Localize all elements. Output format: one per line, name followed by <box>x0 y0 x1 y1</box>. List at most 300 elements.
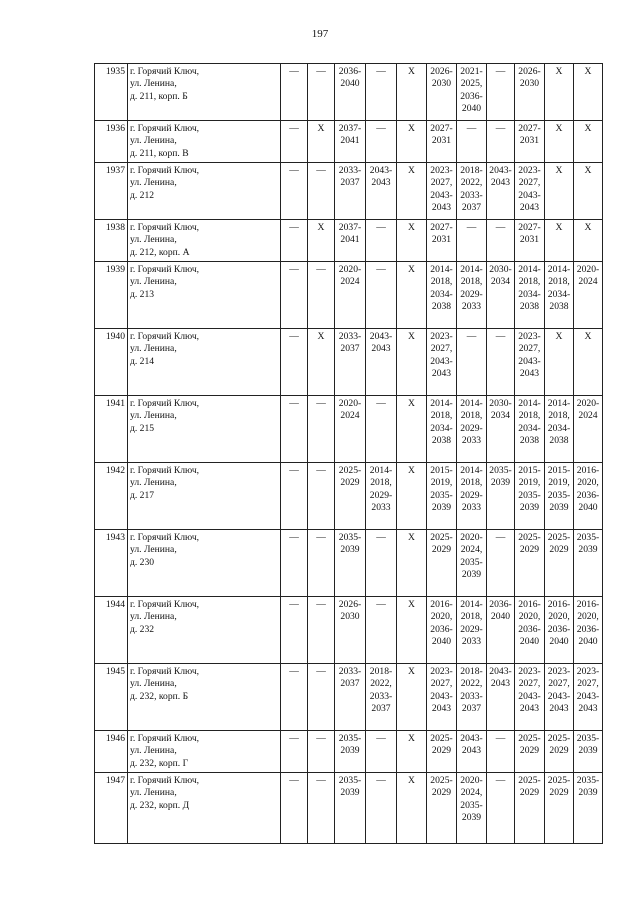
period-cell <box>457 163 487 220</box>
cell-line: 2043- <box>518 189 541 201</box>
table-row <box>95 463 603 530</box>
period-cell <box>335 773 366 844</box>
cell-line: 2023- <box>576 666 600 677</box>
cell-line: 2043 <box>371 177 391 189</box>
cell-line: — <box>316 599 326 610</box>
cell-line: 2043 <box>578 703 598 715</box>
period-cell <box>397 664 427 731</box>
cell-line: 2043- <box>369 165 393 176</box>
cell-line: X <box>408 465 415 476</box>
period-cell <box>515 64 545 121</box>
cell-line: 2019, <box>518 477 541 489</box>
cell-line: X <box>317 331 325 342</box>
address-line: г. Горячий Ключ, <box>130 331 200 342</box>
cell-line: 2029- <box>460 288 483 300</box>
address-line: д. 215 <box>130 422 155 434</box>
cell-line: 2018, <box>460 611 483 623</box>
period-cell <box>545 664 574 731</box>
cell-line: X <box>408 123 415 134</box>
period-cell <box>335 396 366 463</box>
address-line: г. Горячий Ключ, <box>130 66 200 77</box>
cell-line: 2035- <box>338 733 362 744</box>
period-cell <box>366 773 397 844</box>
address-line: ул. Ленина, <box>130 276 177 288</box>
cell-line: 2023- <box>518 331 541 342</box>
period-cell <box>545 220 574 262</box>
cell-line: 2026- <box>338 599 362 610</box>
cell-line: X <box>408 66 415 77</box>
table-row <box>95 163 603 220</box>
period-cell <box>457 64 487 121</box>
cell-line: 2037 <box>371 703 391 715</box>
cell-line: 2014- <box>430 264 453 275</box>
period-cell <box>574 262 603 329</box>
period-cell <box>457 329 487 396</box>
cell-line: — <box>289 66 299 77</box>
period-cell <box>515 121 545 163</box>
cell-line: 2029 <box>549 787 569 799</box>
address-line: г. Горячий Ключ, <box>130 264 200 275</box>
cell-line: — <box>289 331 299 342</box>
row-number: 1940 <box>95 329 128 396</box>
cell-line: 2020, <box>518 611 541 623</box>
cell-line: 2033 <box>461 502 482 514</box>
table-row <box>95 121 603 163</box>
cell-line: 2030 <box>340 611 360 623</box>
cell-line: 2039 <box>549 502 569 514</box>
cell-line: X <box>408 532 415 543</box>
row-number: 1937 <box>95 163 128 220</box>
cell-line: 2031 <box>431 234 452 246</box>
cell-line: 2034- <box>430 288 453 300</box>
period-cell <box>545 731 574 773</box>
period-cell <box>397 597 427 664</box>
cell-line: X <box>408 264 415 275</box>
cell-line: 2029 <box>431 745 452 757</box>
period-cell <box>515 731 545 773</box>
cell-line: 2038 <box>549 435 569 447</box>
address-line: д. 232, корп. Б <box>130 690 189 702</box>
cell-line: 2039 <box>578 544 598 556</box>
cell-line: 2030- <box>489 264 512 275</box>
period-cell <box>397 396 427 463</box>
period-cell <box>308 64 335 121</box>
cell-line: 2031 <box>431 135 452 147</box>
cell-line: — <box>316 264 326 275</box>
cell-line: 2035- <box>338 532 362 543</box>
period-cell <box>397 463 427 530</box>
period-cell <box>427 121 457 163</box>
row-number: 1947 <box>95 773 128 844</box>
address-line: г. Горячий Ключ, <box>130 733 200 744</box>
address-cell <box>128 597 281 664</box>
period-cell <box>427 262 457 329</box>
period-cell <box>366 530 397 597</box>
cell-line: — <box>316 165 326 176</box>
period-cell <box>457 731 487 773</box>
cell-line: 2020, <box>577 477 599 489</box>
period-cell <box>427 329 457 396</box>
cell-line: 2038 <box>519 435 540 447</box>
period-cell <box>281 396 308 463</box>
cell-line: — <box>495 532 506 543</box>
period-cell <box>457 773 487 844</box>
cell-line: — <box>316 66 326 77</box>
cell-line: 2039 <box>431 502 452 514</box>
period-cell <box>487 530 515 597</box>
row-number: 1941 <box>95 396 128 463</box>
table-row <box>95 773 603 844</box>
cell-line: 2029- <box>369 489 393 501</box>
period-cell <box>515 262 545 329</box>
period-cell <box>397 220 427 262</box>
cell-line: 2025- <box>518 532 541 543</box>
cell-line: 2025- <box>338 465 362 476</box>
cell-line: 2043 <box>490 177 511 189</box>
period-cell <box>281 121 308 163</box>
cell-line: 2027, <box>518 177 541 189</box>
period-cell <box>308 463 335 530</box>
cell-line: 2038 <box>549 301 569 313</box>
period-cell <box>487 773 515 844</box>
cell-line: — <box>316 733 326 744</box>
period-cell <box>308 664 335 731</box>
cell-line: — <box>376 532 386 543</box>
cell-line: X <box>408 599 415 610</box>
period-cell <box>427 731 457 773</box>
cell-line: 2025- <box>430 733 453 744</box>
period-cell <box>515 396 545 463</box>
row-number: 1936 <box>95 121 128 163</box>
cell-line: 2041 <box>340 234 360 246</box>
cell-line: 2043- <box>489 165 512 176</box>
period-cell <box>281 329 308 396</box>
cell-line: 2033- <box>338 666 362 677</box>
period-cell <box>457 262 487 329</box>
cell-line: 2037 <box>340 177 360 189</box>
period-cell <box>515 163 545 220</box>
cell-line: 2039 <box>578 787 598 799</box>
cell-line: 2035- <box>460 799 483 811</box>
period-cell <box>335 163 366 220</box>
cell-line: 2015- <box>430 465 453 476</box>
row-number: 1939 <box>95 262 128 329</box>
address-cell <box>128 329 281 396</box>
cell-line: — <box>289 222 299 233</box>
cell-line: — <box>289 264 299 275</box>
cell-line: 2019, <box>430 477 453 489</box>
cell-line: 2029 <box>519 544 540 556</box>
address-cell <box>128 773 281 844</box>
cell-line: 2035- <box>430 489 453 501</box>
period-cell <box>308 597 335 664</box>
period-cell <box>335 664 366 731</box>
cell-line: 2027- <box>430 123 453 134</box>
cell-line: 2027, <box>548 678 570 690</box>
cell-line: 2043 <box>549 703 569 715</box>
cell-line: X <box>317 123 325 134</box>
cell-line: 2033 <box>461 435 482 447</box>
cell-line: 2023- <box>518 666 541 677</box>
cell-line: 2033 <box>371 502 391 514</box>
cell-line: 2029 <box>519 745 540 757</box>
table-row <box>95 731 603 773</box>
period-cell <box>335 262 366 329</box>
period-cell <box>545 163 574 220</box>
period-cell <box>515 463 545 530</box>
cell-line: 2018- <box>460 666 483 677</box>
period-cell <box>308 731 335 773</box>
period-cell <box>574 396 603 463</box>
cell-line: 2027, <box>518 678 541 690</box>
cell-line: X <box>408 398 415 409</box>
cell-line: 2029- <box>460 489 483 501</box>
cell-line: X <box>408 165 415 176</box>
address-cell <box>128 731 281 773</box>
period-cell <box>281 664 308 731</box>
cell-line: 2035- <box>460 556 483 568</box>
cell-line: 2035- <box>518 489 541 501</box>
cell-line: 2040 <box>578 636 598 648</box>
period-cell <box>487 329 515 396</box>
period-cell <box>366 396 397 463</box>
period-cell <box>574 329 603 396</box>
address-cell <box>128 220 281 262</box>
cell-line: 2036- <box>518 623 541 635</box>
cell-line: 2027- <box>430 222 453 233</box>
address-cell <box>128 64 281 121</box>
period-cell <box>281 262 308 329</box>
cell-line: 2043- <box>576 690 600 702</box>
period-cell <box>574 220 603 262</box>
cell-line: X <box>584 222 592 233</box>
cell-line: 2023- <box>430 165 453 176</box>
cell-line: 2040 <box>519 636 540 648</box>
period-cell <box>427 530 457 597</box>
period-cell <box>366 329 397 396</box>
period-cell <box>281 64 308 121</box>
address-line: ул. Ленина, <box>130 177 177 189</box>
cell-line: 2022, <box>460 678 483 690</box>
cell-line: 2018, <box>370 477 392 489</box>
cell-line: 2035- <box>489 465 512 476</box>
cell-line: 2039 <box>490 477 511 489</box>
cell-line: 2043 <box>371 343 391 355</box>
cell-line: 2035- <box>576 733 600 744</box>
cell-line: — <box>289 775 299 786</box>
period-cell <box>335 530 366 597</box>
cell-line: X <box>584 66 592 77</box>
period-cell <box>487 220 515 262</box>
cell-line: 2014- <box>518 264 541 275</box>
period-cell <box>281 220 308 262</box>
address-line: г. Горячий Ключ, <box>130 123 200 134</box>
cell-line: 2043 <box>431 368 452 380</box>
cell-line: 2043 <box>519 202 540 214</box>
cell-line: 2038 <box>431 301 452 313</box>
cell-line: 2020- <box>338 398 362 409</box>
cell-line: — <box>495 66 506 77</box>
address-line: г. Горячий Ключ, <box>130 398 200 409</box>
period-cell <box>281 773 308 844</box>
cell-line: 2043- <box>460 733 483 744</box>
cell-line: X <box>584 331 592 342</box>
cell-line: 2029 <box>549 544 569 556</box>
address-line: ул. Ленина, <box>130 678 177 690</box>
cell-line: 2036- <box>547 623 571 635</box>
table-row <box>95 396 603 463</box>
cell-line: 2039 <box>461 812 482 824</box>
cell-line: — <box>376 733 386 744</box>
period-cell <box>487 64 515 121</box>
period-cell <box>397 773 427 844</box>
period-cell <box>427 64 457 121</box>
cell-line: 2037- <box>338 222 362 233</box>
cell-line: 2025- <box>547 775 571 786</box>
cell-line: X <box>555 165 563 176</box>
cell-line: 2033 <box>461 301 482 313</box>
row-number: 1943 <box>95 530 128 597</box>
period-cell <box>427 163 457 220</box>
period-cell <box>308 121 335 163</box>
period-cell <box>397 163 427 220</box>
cell-line: — <box>289 733 299 744</box>
period-cell <box>487 597 515 664</box>
cell-line: 2018- <box>369 666 393 677</box>
cell-line: 2025- <box>518 775 541 786</box>
cell-line: 2036- <box>430 623 453 635</box>
address-line: г. Горячий Ключ, <box>130 532 200 543</box>
address-line: ул. Ленина, <box>130 78 177 90</box>
period-cell <box>457 220 487 262</box>
cell-line: — <box>466 331 477 342</box>
period-cell <box>487 396 515 463</box>
cell-line: 2014- <box>518 398 541 409</box>
cell-line: 2018, <box>518 410 541 422</box>
address-cell <box>128 163 281 220</box>
address-line: г. Горячий Ключ, <box>130 465 200 476</box>
cell-line: 2043 <box>431 202 452 214</box>
period-cell <box>427 664 457 731</box>
period-cell <box>397 329 427 396</box>
cell-line: 2043- <box>369 331 393 342</box>
period-cell <box>487 121 515 163</box>
cell-line: 2018, <box>460 477 483 489</box>
cell-line: X <box>408 733 415 744</box>
period-cell <box>574 773 603 844</box>
table-row <box>95 664 603 731</box>
cell-line: — <box>376 264 386 275</box>
period-cell <box>515 597 545 664</box>
cell-line: 2023- <box>547 666 571 677</box>
cell-line: 2039 <box>519 502 540 514</box>
period-cell <box>515 773 545 844</box>
period-cell <box>281 530 308 597</box>
cell-line: 2016- <box>430 599 453 610</box>
address-line: ул. Ленина, <box>130 343 177 355</box>
address-line: г. Горячий Ключ, <box>130 599 200 610</box>
address-line: ул. Ленина, <box>130 745 177 757</box>
period-cell <box>487 731 515 773</box>
cell-line: — <box>376 599 386 610</box>
period-cell <box>397 121 427 163</box>
cell-line: 2020- <box>460 775 483 786</box>
address-line: ул. Ленина, <box>130 787 177 799</box>
period-cell <box>545 530 574 597</box>
period-cell <box>545 396 574 463</box>
period-cell <box>574 64 603 121</box>
cell-line: 2031 <box>519 234 540 246</box>
row-number: 1946 <box>95 731 128 773</box>
cell-line: — <box>289 465 299 476</box>
period-cell <box>366 664 397 731</box>
row-number: 1944 <box>95 597 128 664</box>
period-cell <box>487 463 515 530</box>
cell-line: 2034- <box>547 288 571 300</box>
period-cell <box>427 220 457 262</box>
period-cell <box>335 731 366 773</box>
cell-line: — <box>495 222 506 233</box>
cell-line: 2014- <box>430 398 453 409</box>
cell-line: 2024, <box>460 544 483 556</box>
cell-line: 2020- <box>338 264 362 275</box>
period-cell <box>366 597 397 664</box>
period-cell <box>545 121 574 163</box>
cell-line: 2025- <box>547 532 571 543</box>
row-number: 1935 <box>95 64 128 121</box>
table-row <box>95 64 603 121</box>
cell-line: 2040 <box>461 103 482 115</box>
cell-line: 2018, <box>430 276 453 288</box>
page-number: 197 <box>311 28 329 40</box>
cell-line: 2024 <box>578 410 598 422</box>
cell-line: 2039 <box>340 787 360 799</box>
period-cell <box>366 262 397 329</box>
cell-line: — <box>289 398 299 409</box>
cell-line: 2043- <box>518 690 541 702</box>
cell-line: 2029- <box>460 422 483 434</box>
cell-line: — <box>316 666 326 677</box>
cell-line: 2014- <box>460 599 483 610</box>
period-cell <box>366 463 397 530</box>
period-cell <box>457 597 487 664</box>
cell-line: 2043 <box>519 703 540 715</box>
address-line: д. 232, корп. Д <box>130 799 190 811</box>
period-cell <box>308 329 335 396</box>
cell-line: 2014- <box>547 398 571 409</box>
cell-line: 2023- <box>430 666 453 677</box>
period-cell <box>366 163 397 220</box>
period-cell <box>335 64 366 121</box>
cell-line: 2020, <box>577 611 599 623</box>
period-cell <box>335 463 366 530</box>
cell-line: — <box>289 666 299 677</box>
cell-line: 2034- <box>547 422 571 434</box>
cell-line: 2014- <box>460 465 483 476</box>
address-line: д. 232 <box>130 623 155 635</box>
cell-line: 2027- <box>518 123 541 134</box>
cell-line: 2018, <box>460 276 483 288</box>
cell-line: 2036- <box>576 489 600 501</box>
period-cell <box>335 597 366 664</box>
table-row <box>95 530 603 597</box>
period-cell <box>515 220 545 262</box>
period-cell <box>281 463 308 530</box>
cell-line: 2030- <box>489 398 512 409</box>
address-cell <box>128 463 281 530</box>
period-cell <box>457 664 487 731</box>
cell-line: 2027, <box>518 343 541 355</box>
